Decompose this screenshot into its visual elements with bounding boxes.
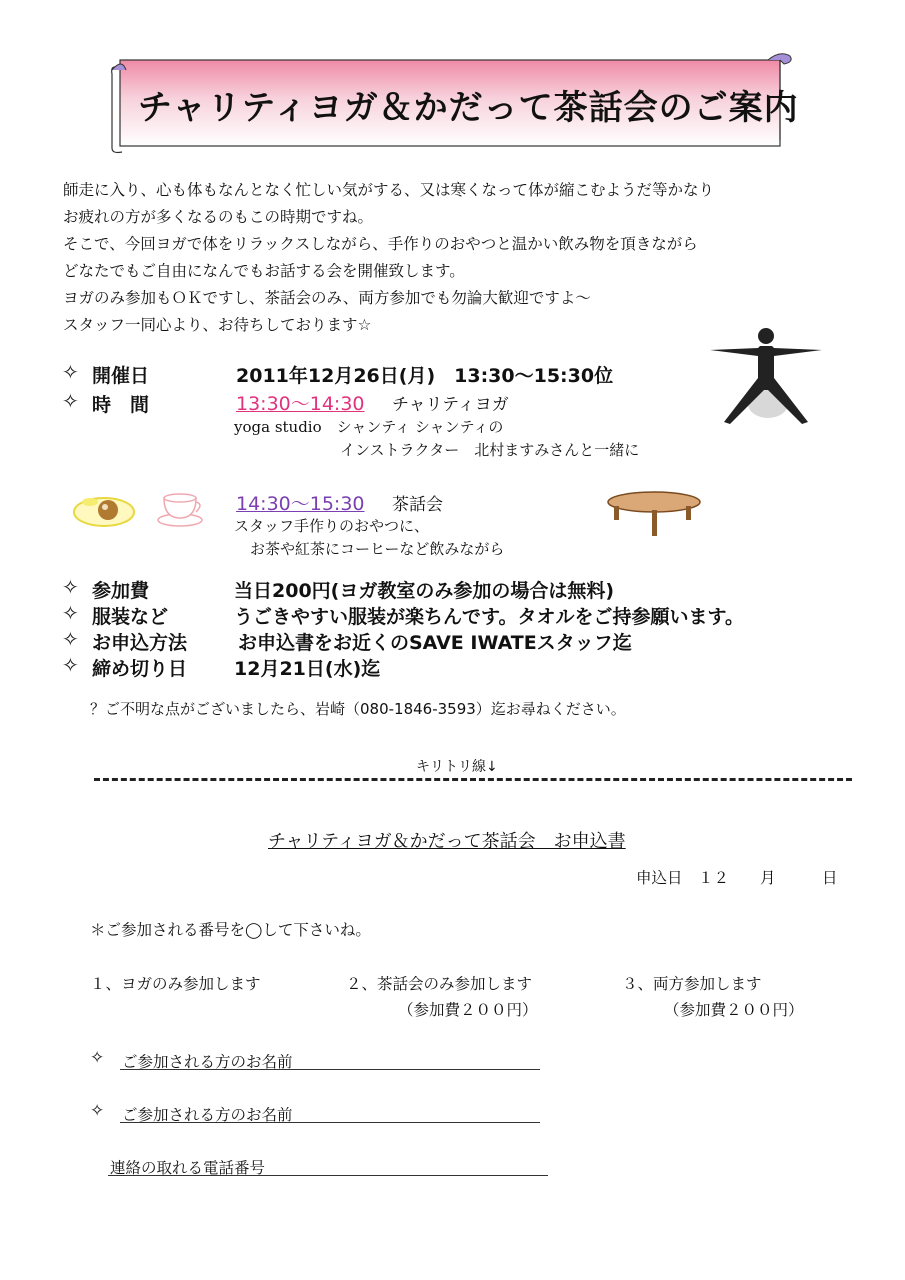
cut-line-label: キリトリ線↓ — [416, 759, 498, 775]
tea-desc-2: お茶や紅茶にコーヒーなど飲みながら — [250, 540, 505, 558]
tea-cup-icon — [156, 488, 206, 528]
apply-method-label: お申込方法 — [92, 632, 188, 654]
name-input-1[interactable] — [120, 1069, 540, 1070]
fee-label: 参加費 — [92, 580, 150, 602]
option-yoga-only[interactable]: １、ヨガのみ参加します — [90, 975, 261, 993]
contact-note: ？ご不明な点がございましたら、岩崎（080-1846-3593）迄お尋ねください。 — [90, 700, 626, 718]
cut-line — [94, 778, 852, 781]
sweets-plate-icon — [72, 492, 136, 528]
intro-line-3: そこで、今回ヨガで体をリラックスしながら、手作りのおやつと温かい飲み物を頂きながら — [63, 235, 698, 253]
option-both[interactable]: ３、両方参加します — [622, 975, 762, 993]
time-label: 時 間 — [92, 394, 150, 416]
bullet-icon: ✧ — [62, 601, 79, 625]
form-title: チャリティヨガ＆かだって茶話会 お申込書 — [268, 831, 626, 852]
intro-line-2: お疲れの方が多くなるのもこの時期ですね。 — [63, 208, 374, 226]
phone-label: 連絡の取れる電話番号 — [110, 1159, 266, 1177]
yoga-pose-icon — [708, 322, 824, 430]
deadline-label: 締め切り日 — [92, 658, 188, 680]
form-instruction: ＊ご参加される番号を◯して下さいね。 — [90, 921, 371, 939]
yoga-title: チャリティヨガ — [392, 395, 509, 415]
bullet-icon: ✧ — [62, 653, 79, 677]
intro-line-6: スタッフ一同心より、お待ちしております☆ — [63, 316, 372, 334]
low-table-icon — [606, 488, 702, 540]
bullet-icon: ✧ — [62, 389, 79, 413]
yoga-desc-2: インストラクター 北村ますみさんと一緒に — [340, 441, 640, 459]
deadline-value: 12月21日(水)迄 — [234, 658, 381, 680]
yoga-time: 13:30〜14:30 — [236, 393, 365, 415]
option-tea-fee: （参加費２００円） — [398, 1001, 538, 1019]
bullet-icon: ✧ — [62, 360, 79, 384]
name-input-2[interactable] — [120, 1122, 540, 1123]
intro-line-4: どなたでもご自由になんでもお話する会を開催致します。 — [63, 262, 465, 280]
tea-time: 14:30〜15:30 — [236, 493, 365, 515]
tea-title: 茶話会 — [392, 495, 443, 515]
apply-method-value: お申込書をお近くのSAVE IWATEスタッフ迄 — [238, 632, 632, 654]
bullet-icon: ✧ — [90, 1101, 105, 1121]
bullet-icon: ✧ — [62, 575, 79, 599]
application-date: 申込日 １２ 月 日 — [636, 869, 838, 887]
bullet-icon: ✧ — [62, 627, 79, 651]
fee-value: 当日200円(ヨガ教室のみ参加の場合は無料) — [234, 580, 615, 602]
intro-line-1: 師走に入り、心も体もなんとなく忙しい気がする、又は寒くなって体が縮こむようだ等かなり — [63, 181, 715, 199]
tea-desc-1: スタッフ手作りのおやつに、 — [234, 517, 430, 535]
name-label-2: ご参加される方のお名前 — [122, 1106, 293, 1124]
bullet-icon: ✧ — [90, 1048, 105, 1068]
dress-label: 服装など — [92, 606, 169, 628]
page-title: チャリティヨガ＆かだって茶話会のご案内 — [138, 88, 799, 128]
yoga-desc-1: yoga studio シャンティ シャンティの — [234, 418, 504, 436]
date-value: 2011年12月26日(月) 13:30〜15:30位 — [236, 365, 614, 387]
intro-line-5: ヨガのみ参加もＯＫですし、茶話会のみ、両方参加でも勿論大歓迎ですよ〜 — [63, 289, 591, 307]
phone-input[interactable] — [108, 1175, 548, 1176]
option-both-fee: （参加費２００円） — [664, 1001, 804, 1019]
option-tea-only[interactable]: ２、茶話会のみ参加します — [346, 975, 533, 993]
date-label: 開催日 — [92, 365, 150, 387]
name-label-1: ご参加される方のお名前 — [122, 1053, 293, 1071]
dress-value: うごきやすい服装が楽ちんです。タオルをご持参願います。 — [234, 606, 744, 628]
